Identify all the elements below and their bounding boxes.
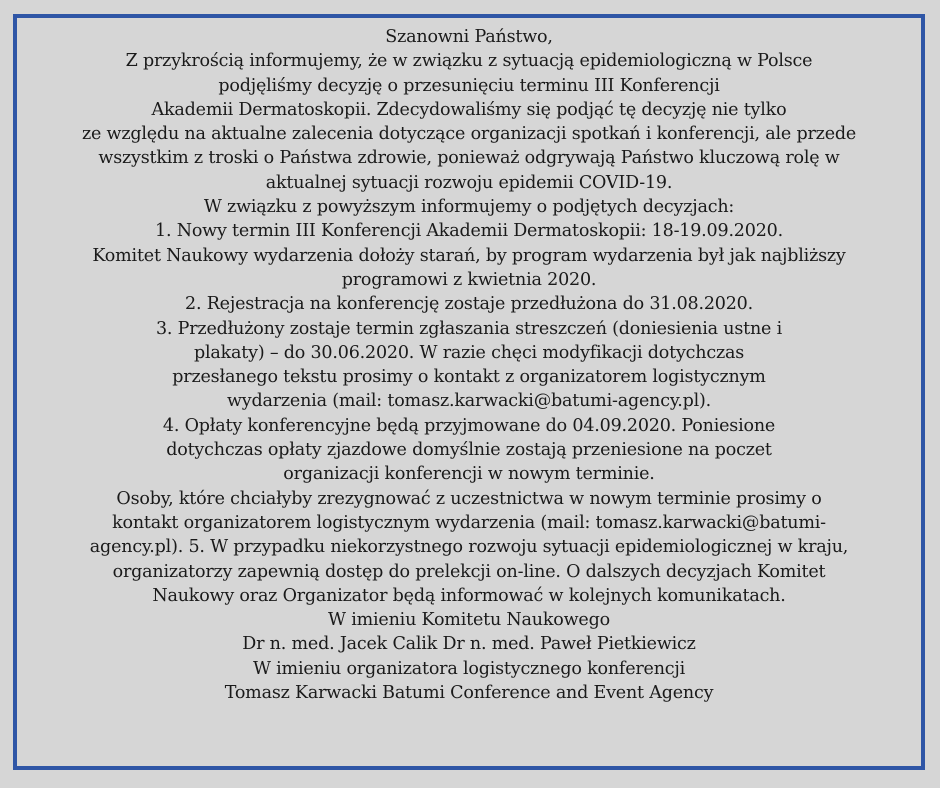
- decision-4: 4. Opłaty konferencyjne będą przyjmowane do 04.09.2020. Poniesione: [162, 415, 776, 436]
- text-line: organizatorzy zapewnią dostęp do prelekcji on-line. O dalszych decyzjach Komitet: [112, 561, 826, 582]
- text-line: Naukowy oraz Organizator będą informować w kolejnych komunikatach.: [152, 585, 786, 606]
- text-line: Z przykrością informujemy, że w związku z sytuacją epidemiologiczną w Polsce: [125, 51, 813, 72]
- signature-line: W imieniu organizatora logistycznego konferencji: [252, 658, 686, 679]
- decision-3: 3. Przedłużony zostaje termin zgłaszania streszczeń (doniesienia ustne i: [155, 318, 782, 339]
- text-line: plakaty) – do 30.06.2020. W razie chęci modyfikacji dotychczas: [193, 342, 745, 363]
- signature-line: W imieniu Komitetu Naukowego: [328, 610, 610, 631]
- greeting: Szanowni Państwo,: [385, 27, 553, 47]
- decision-2: 2. Rejestracja na konferencję zostaje przedłużona do 31.08.2020.: [185, 294, 753, 315]
- text-line: W związku z powyższym informujemy o podjętych decyzjach:: [203, 197, 735, 218]
- signature-agency: Tomasz Karwacki Batumi Conference and Event Agency: [224, 683, 714, 704]
- announcement-frame: [13, 14, 925, 770]
- text-line: dotychczas opłaty zjazdowe domyślnie zostają przeniesione na poczet: [166, 440, 772, 461]
- text-line: Osoby, które chciałyby zrezygnować z uczestnictwa w nowym terminie prosimy o: [116, 488, 822, 509]
- signature-names: Dr n. med. Jacek Calik Dr n. med. Paweł Pietkiewicz: [242, 634, 696, 655]
- text-line: wydarzenia (mail: tomasz.karwacki@batumi-agency.pl).: [226, 391, 712, 412]
- text-line: ze względu na aktualne zalecenia dotyczące organizacji spotkań i konferencji, ale przede: [81, 124, 857, 145]
- text-line: przesłanego tekstu prosimy o kontakt z organizatorem logistycznym: [172, 367, 766, 388]
- text-line: wszystkim z troski o Państwa zdrowie, ponieważ odgrywają Państwo kluczową rolę w: [98, 148, 840, 169]
- text-line: Akademii Dermatoskopii. Zdecydowaliśmy się podjąć tę decyzję nie tylko: [151, 99, 787, 120]
- text-line: aktualnej sytuacji rozwoju epidemii COVID-19.: [265, 172, 673, 193]
- text-line: programowi z kwietnia 2020.: [341, 269, 597, 290]
- text-line: podjęliśmy decyzję o przesunięciu terminu III Konferencji: [218, 75, 720, 96]
- decision-5: agency.pl). 5. W przypadku niekorzystnego rozwoju sytuacji epidemiologicznej w kraju,: [89, 537, 849, 558]
- announcement-text: [17, 25, 921, 705]
- text-line: kontakt organizatorem logistycznym wydarzenia (mail: tomasz.karwacki@batumi-: [112, 512, 826, 533]
- text-line: Komitet Naukowy wydarzenia dołoży starań, by program wydarzenia był jak najbliższy: [92, 245, 846, 266]
- decision-1: 1. Nowy termin III Konferencji Akademii Dermatoskopii: 18-19.09.2020.: [155, 221, 783, 242]
- text-line: organizacji konferencji w nowym terminie.: [283, 464, 655, 485]
